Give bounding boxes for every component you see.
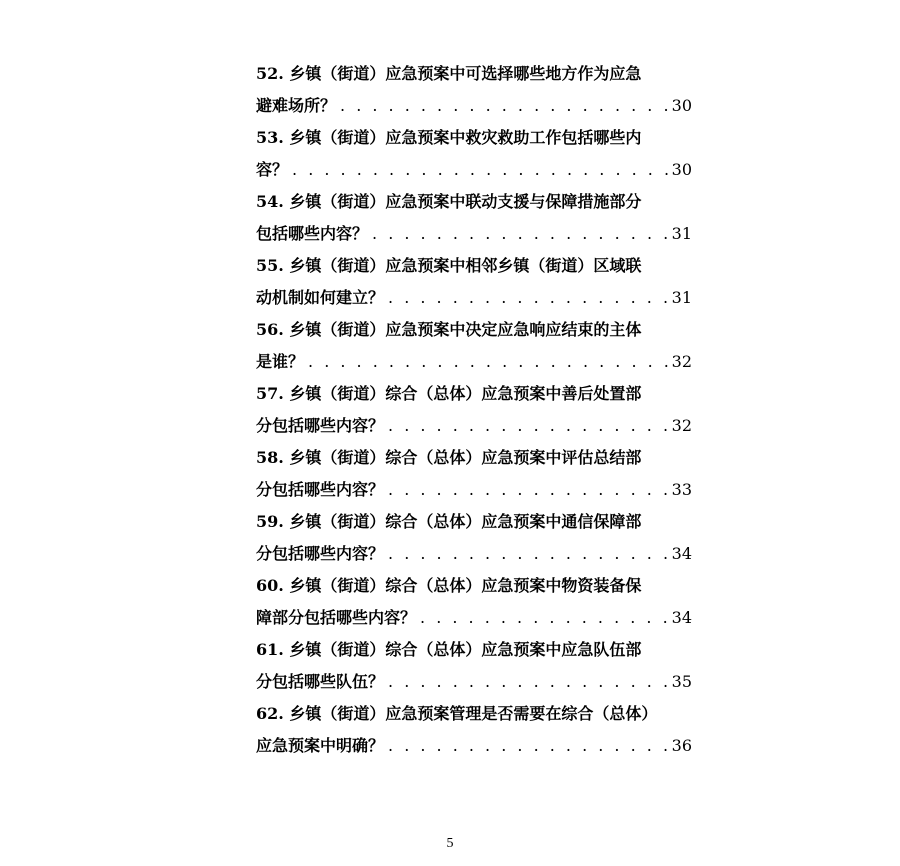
- toc-entry[interactable]: [256, 698, 692, 762]
- toc-entry-title: 53. 乡镇（街道）应急预案中救灾救助工作包括哪些内: [256, 128, 642, 147]
- dot-leader: [388, 666, 668, 698]
- toc-entry-continuation: [256, 410, 692, 442]
- toc-page-number: 34: [671, 608, 692, 627]
- toc-page-number: 36: [671, 736, 692, 755]
- toc-entry-title: 60. 乡镇（街道）综合（总体）应急预案中物资装备保: [256, 576, 642, 595]
- toc-entry-continuation: [256, 90, 692, 122]
- toc-entry-continuation: [256, 474, 692, 506]
- dot-leader: [308, 346, 668, 378]
- dot-leader: [420, 602, 668, 634]
- toc-entry[interactable]: [256, 58, 692, 122]
- dot-leader: [340, 90, 668, 122]
- toc-entry-title-tail: 障部分包括哪些内容？: [256, 608, 417, 627]
- toc-entry-continuation: [256, 730, 692, 762]
- toc-page-number: 31: [671, 288, 692, 307]
- toc-entry-title: 56. 乡镇（街道）应急预案中决定应急响应结束的主体: [256, 320, 642, 339]
- toc-entry-title: 52. 乡镇（街道）应急预案中可选择哪些地方作为应急: [256, 64, 642, 83]
- toc-entry[interactable]: [256, 634, 692, 698]
- toc-entry-title-tail: 分包括哪些内容？: [256, 416, 385, 435]
- toc-entry-continuation: [256, 666, 692, 698]
- toc-entry-title: 55. 乡镇（街道）应急预案中相邻乡镇（街道）区域联: [256, 256, 642, 275]
- toc-entry-title-tail: 避难场所？: [256, 96, 337, 115]
- toc-entry-title: 59. 乡镇（街道）综合（总体）应急预案中通信保障部: [256, 512, 642, 531]
- toc-entry-title-tail: 应急预案中明确？: [256, 736, 385, 755]
- toc-page-number: 34: [671, 544, 692, 563]
- toc-entry[interactable]: [256, 570, 692, 634]
- toc-entry-continuation: [256, 538, 692, 570]
- toc-entry-continuation: [256, 154, 692, 186]
- toc-entry-title: 58. 乡镇（街道）综合（总体）应急预案中评估总结部: [256, 448, 642, 467]
- dot-leader: [388, 730, 668, 762]
- dot-leader: [388, 538, 668, 570]
- toc-entry[interactable]: [256, 442, 692, 506]
- toc-page-number: 32: [671, 352, 692, 371]
- page-number: 5: [446, 836, 454, 851]
- toc-page-number: 33: [671, 480, 692, 499]
- toc-entry-continuation: [256, 346, 692, 378]
- dot-leader: [388, 282, 668, 314]
- toc-entry-continuation: [256, 602, 692, 634]
- toc-entry-title-tail: 分包括哪些内容？: [256, 480, 385, 499]
- toc-entry[interactable]: [256, 506, 692, 570]
- toc-entry-continuation: [256, 282, 692, 314]
- table-of-contents: [256, 58, 692, 762]
- toc-page-number: 35: [671, 672, 692, 691]
- dot-leader: [388, 410, 668, 442]
- toc-page-number: 30: [671, 96, 692, 115]
- toc-entry[interactable]: [256, 378, 692, 442]
- toc-entry-title-tail: 分包括哪些内容？: [256, 544, 385, 563]
- toc-entry-continuation: [256, 218, 692, 250]
- toc-entry-title-tail: 动机制如何建立？: [256, 288, 385, 307]
- toc-entry[interactable]: [256, 250, 692, 314]
- dot-leader: [388, 474, 668, 506]
- toc-entry-title: 62. 乡镇（街道）应急预案管理是否需要在综合（总体）: [256, 704, 658, 723]
- dot-leader: [372, 218, 668, 250]
- toc-entry-title: 57. 乡镇（街道）综合（总体）应急预案中善后处置部: [256, 384, 642, 403]
- toc-entry-title-tail: 容？: [256, 160, 289, 179]
- toc-entry-title-tail: 包括哪些内容？: [256, 224, 369, 243]
- toc-entry-title-tail: 是谁？: [256, 352, 305, 371]
- toc-entry[interactable]: [256, 122, 692, 186]
- toc-page-number: 32: [671, 416, 692, 435]
- toc-page-number: 31: [671, 224, 692, 243]
- toc-entry[interactable]: [256, 314, 692, 378]
- toc-entry[interactable]: [256, 186, 692, 250]
- toc-entry-title: 54. 乡镇（街道）应急预案中联动支援与保障措施部分: [256, 192, 642, 211]
- toc-page-number: 30: [671, 160, 692, 179]
- dot-leader: [292, 154, 668, 186]
- toc-entry-title-tail: 分包括哪些队伍？: [256, 672, 385, 691]
- toc-entry-title: 61. 乡镇（街道）综合（总体）应急预案中应急队伍部: [256, 640, 642, 659]
